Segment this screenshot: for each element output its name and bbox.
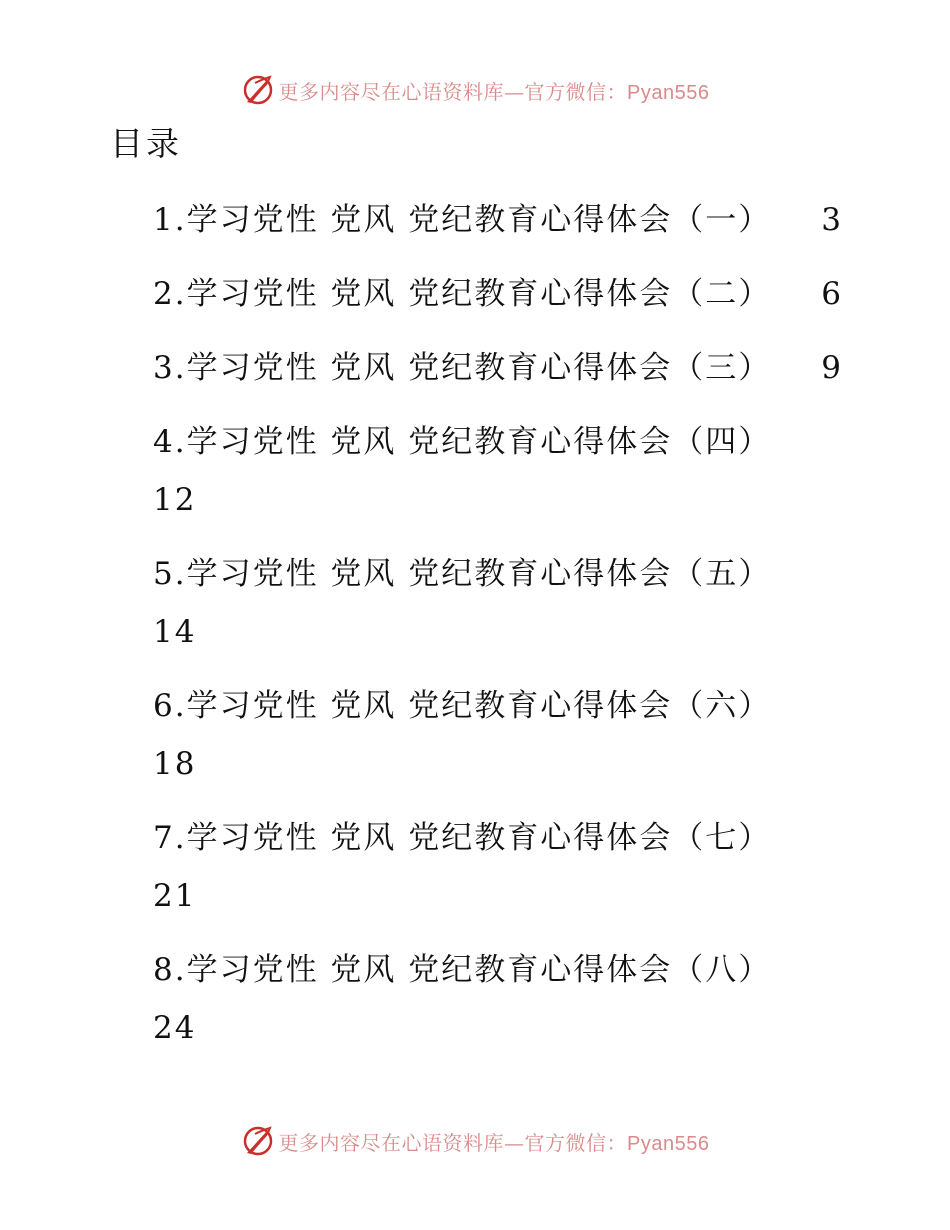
toc-page-number: 12 [153,482,197,518]
toc-entry-label: 3.学习党性 党风 党纪教育心得体会（三） [153,350,772,386]
quill-pen-logo-icon [241,73,275,107]
header-watermark [0,70,950,110]
toc-entry-1[interactable] [153,195,853,245]
toc-title: 目录 [110,124,182,163]
toc-entry-label: 5.学习党性 党风 党纪教育心得体会（五） [153,556,772,592]
toc-entry-7[interactable] [153,813,853,921]
toc-entry-label: 1.学习党性 党风 党纪教育心得体会（一） [153,202,772,238]
toc-entry-4[interactable] [153,417,853,525]
toc-entry-5[interactable] [153,549,853,657]
toc-page-number: 24 [153,1010,197,1046]
watermark-text: 更多内容尽在心语资料库—官方微信：Pyan556 [278,1130,710,1155]
toc-page-number: 9 [821,350,843,386]
toc-entry-label: 7.学习党性 党风 党纪教育心得体会（七） [153,820,772,856]
toc-page-number: 18 [153,746,197,782]
toc-entry-label: 8.学习党性 党风 党纪教育心得体会（八） [153,952,772,988]
toc-entry-label: 4.学习党性 党风 党纪教育心得体会（四） [153,424,772,460]
toc-entry-2[interactable] [153,269,853,319]
toc-page-number: 6 [821,276,843,312]
toc-entry-3[interactable] [153,343,853,393]
toc-entry-8[interactable] [153,945,853,1053]
toc-page-number: 3 [821,202,843,238]
toc-entry-label: 2.学习党性 党风 党纪教育心得体会（二） [153,276,772,312]
toc-page-number: 21 [153,878,197,914]
toc-entry-6[interactable] [153,681,853,789]
quill-pen-logo-icon [241,1124,275,1158]
toc-page-number: 14 [153,614,197,650]
watermark-text: 更多内容尽在心语资料库—官方微信：Pyan556 [278,79,710,104]
footer-watermark [0,1121,950,1161]
toc-entry-label: 6.学习党性 党风 党纪教育心得体会（六） [153,688,772,724]
table-of-contents [153,195,853,1077]
